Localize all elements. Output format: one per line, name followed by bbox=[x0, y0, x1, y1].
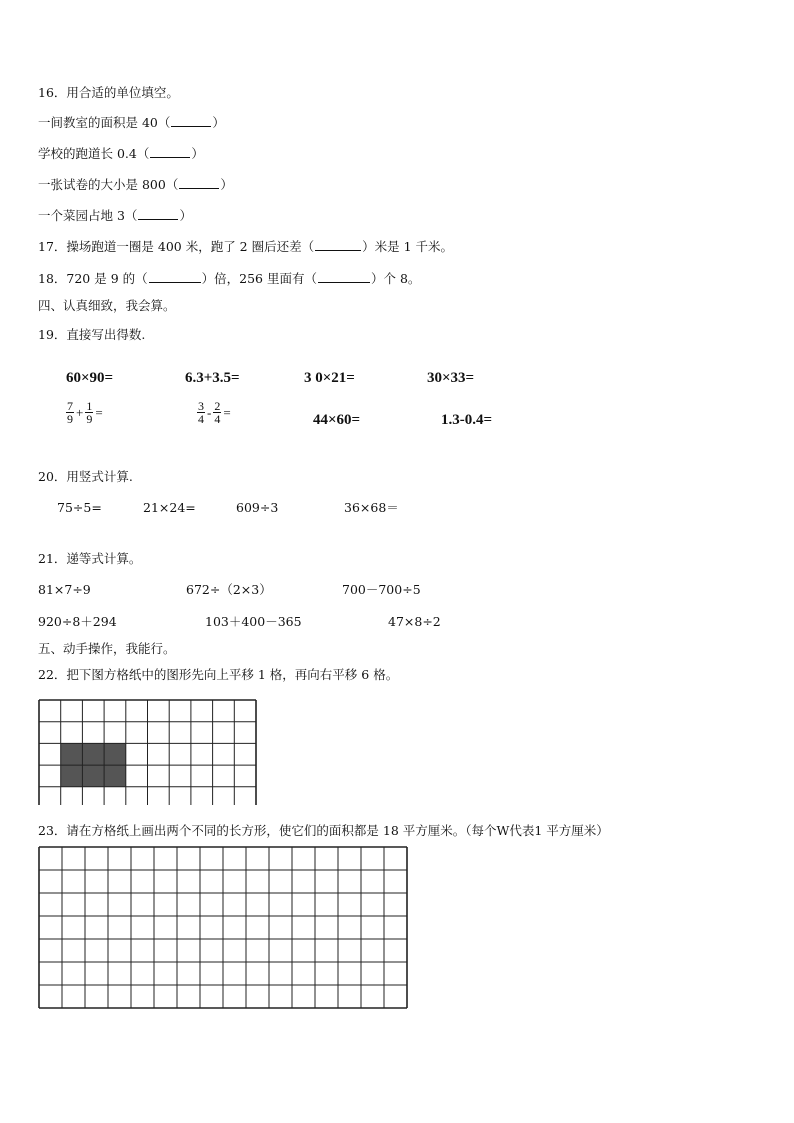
denominator: 4 bbox=[198, 412, 204, 426]
q21-item-4: 920÷8＋294 bbox=[38, 614, 117, 629]
denominator: 9 bbox=[67, 412, 73, 426]
q20-item-3: 609÷3 bbox=[236, 500, 279, 515]
q19-item-6: 1.3-0.4= bbox=[441, 412, 493, 428]
answer-blank[interactable] bbox=[138, 208, 178, 220]
q16-line-3-close: ） bbox=[220, 177, 233, 192]
operator: + bbox=[76, 404, 84, 420]
q21-item-2: 672÷（2×3） bbox=[186, 582, 272, 597]
q19-item-1: 60×90= bbox=[66, 370, 114, 386]
q16-line-4 bbox=[38, 208, 192, 224]
numerator: 2 bbox=[214, 399, 221, 413]
q16-line-2-text: 学校的跑道长 0.4（ bbox=[38, 146, 150, 161]
q18-text-1: 18．720 是 9 的（ bbox=[38, 271, 148, 286]
q16-line-4-text: 一个菜园占地 3（ bbox=[38, 208, 138, 223]
q16-line-2-close: ） bbox=[191, 146, 204, 161]
equals-sign: = bbox=[223, 404, 231, 420]
equals-sign: = bbox=[95, 404, 103, 420]
q19-fraction-2 bbox=[197, 400, 233, 425]
operator: - bbox=[207, 404, 212, 420]
q19-item-3: 3 0×21= bbox=[304, 370, 355, 386]
fraction bbox=[213, 400, 221, 425]
q18-text-3: ）个 8。 bbox=[370, 271, 421, 286]
numerator: 1 bbox=[86, 399, 93, 413]
q16-line-1-text: 一间教室的面积是 40（ bbox=[38, 115, 171, 130]
q18-text-2: ）倍，256 里面有（ bbox=[201, 271, 317, 286]
q16-line-3 bbox=[38, 177, 233, 193]
q19-title-text: 19．直接写出得数. bbox=[38, 327, 146, 342]
fraction bbox=[66, 400, 74, 425]
q16-line-1-close: ） bbox=[212, 115, 225, 130]
q21-item-1: 81×7÷9 bbox=[38, 582, 91, 597]
q16-line-1 bbox=[38, 115, 225, 131]
q17-text-2: ）米是 1 千米。 bbox=[362, 239, 454, 254]
section-5-heading: 五、动手操作，我能行。 bbox=[38, 641, 176, 656]
q16-line-4-close: ） bbox=[179, 208, 192, 223]
answer-blank[interactable] bbox=[318, 271, 370, 283]
q21-item-5: 103＋400－365 bbox=[205, 614, 302, 629]
q20-item-2: 21×24= bbox=[143, 500, 196, 515]
q19-item-2: 6.3+3.5= bbox=[185, 370, 240, 386]
q17 bbox=[38, 239, 453, 255]
q23-grid-paper[interactable] bbox=[38, 846, 410, 1010]
q21-item-3: 700－700÷5 bbox=[342, 582, 421, 597]
q19-title bbox=[38, 327, 145, 343]
answer-blank[interactable] bbox=[171, 115, 211, 127]
denominator: 9 bbox=[86, 412, 93, 426]
q19-fraction-1 bbox=[66, 400, 105, 425]
q16-line-2 bbox=[38, 146, 204, 162]
answer-blank[interactable] bbox=[150, 146, 190, 158]
numerator: 7 bbox=[67, 399, 73, 413]
q20-title: 20．用竖式计算. bbox=[38, 469, 133, 484]
q20-item-4: 36×68＝ bbox=[344, 500, 399, 515]
q18 bbox=[38, 271, 420, 287]
q19-item-5: 44×60= bbox=[313, 412, 361, 428]
answer-blank[interactable] bbox=[179, 177, 219, 189]
fraction bbox=[197, 400, 205, 425]
section-4-heading: 四、认真细致，我会算。 bbox=[38, 298, 176, 313]
q22-grid-paper[interactable] bbox=[38, 699, 258, 805]
denominator: 4 bbox=[214, 412, 221, 426]
q16-line-3-text: 一张试卷的大小是 800（ bbox=[38, 177, 179, 192]
q16-title: 16．用合适的单位填空。 bbox=[38, 85, 179, 100]
q19-item-4: 30×33= bbox=[427, 370, 475, 386]
q20-item-1: 75÷5= bbox=[57, 500, 102, 515]
q17-text-1: 17．操场跑道一圈是 400 米，跑了 2 圈后还差（ bbox=[38, 239, 315, 254]
answer-blank[interactable] bbox=[149, 271, 201, 283]
q21-title: 21．递等式计算。 bbox=[38, 551, 142, 566]
q22-title: 22．把下图方格纸中的图形先向上平移 1 格，再向右平移 6 格。 bbox=[38, 667, 399, 682]
q23-title: 23．请在方格纸上画出两个不同的长方形，使它们的面积都是 18 平方厘米。（每个W代表1 平方厘米） bbox=[38, 823, 609, 838]
numerator: 3 bbox=[198, 399, 204, 413]
q21-item-6: 47×8÷2 bbox=[388, 614, 441, 629]
answer-blank[interactable] bbox=[315, 239, 361, 251]
fraction bbox=[85, 400, 93, 425]
